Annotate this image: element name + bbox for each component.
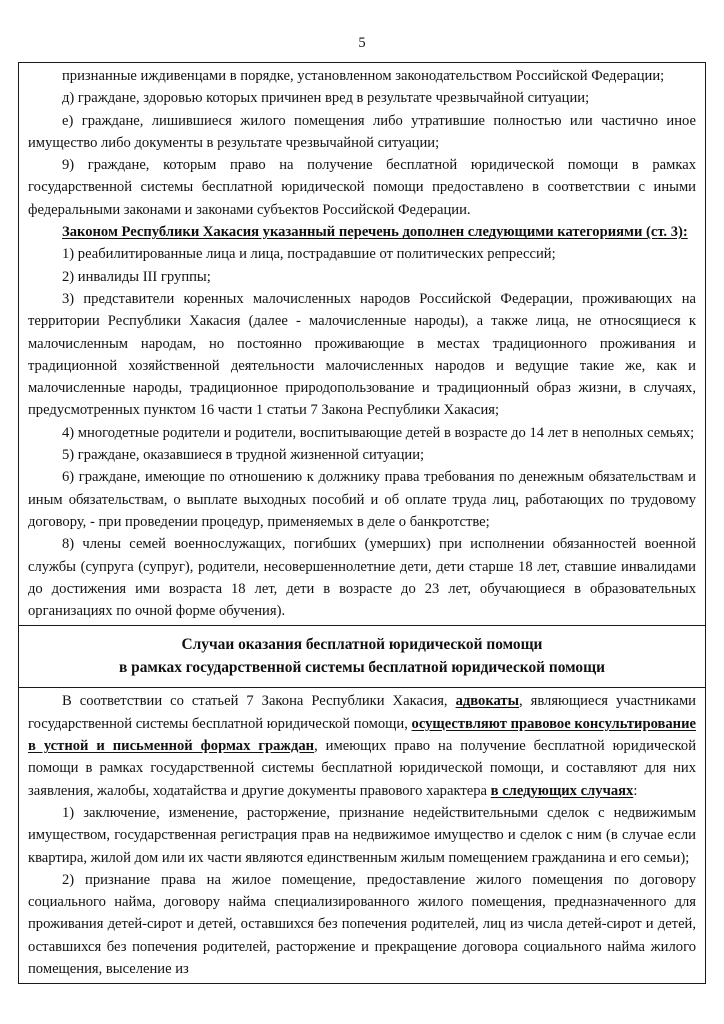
page-number: 5 — [358, 35, 366, 51]
para-item-5-hardship: 5) граждане, оказавшиеся в трудной жизненной ситуации; — [62, 447, 425, 464]
cell-section-heading — [19, 625, 705, 687]
para-item-6-creditors: 6) граждане, имеющие по отношению к должнику права требования по денежным обязательствам и иным обязательствам, о выплате выходных пособий и об оплате труда лиц, работающих по трудовому договору, - при проведении процедур, применяемых в деле о банкротстве; — [28, 469, 696, 530]
text-run-6: : — [633, 782, 638, 799]
text-run-2: , являющиеся участниками государственной системы бесплатной юридической помощи, — [28, 693, 696, 732]
document-table — [18, 62, 706, 984]
para-case-1-realestate: 1) заключение, изменение, расторжение, признание недействительными сделок с недвижимым имуществом, государственная регистрация прав на недвижимое имущество и сделок с ним (в случае если квартира, жилой дом или их части являются единственным жилым помещением гражданина и его семьи); — [28, 804, 696, 866]
section-heading-line-2: в рамках государственной системы бесплатной юридической помощи — [119, 659, 605, 677]
para-case-2-housing: 2) признание права на жилое помещение, предоставление жилого помещения по договору социального найма, договору найма специализированного жилого помещения, предназначенного для проживания детей-сирот и детей, оставшихся без попечения родителей, лиц из числа детей-сирот и детей, оставшихся без попечения родителей, расторжение и прекращение договора социального найма жилого помещения, выселение из — [28, 871, 696, 977]
emphasis-run-5: в следующих случаях — [490, 782, 634, 799]
para-item-8-military-families: 8) члены семей военнослужащих, погибших (умерших) при исполнении обязанностей военной службы (супруга (супруг), родители, несовершеннолетние дети, дети старше 18 лет, ставшие инвалидами до достижения ими возраста 18 лет, дети в возрасте до 23 лет, обучающиеся в образовательных организациях по очной форме обучения). — [28, 536, 696, 620]
para-item-e: е) граждане, лишившиеся жилого помещения либо утратившие полностью или частично иное имущество либо документы в результате чрезвычайной ситуации; — [28, 112, 696, 151]
text-run-0: В соответствии со статьей 7 Закона Республики Хакасия, — [62, 693, 456, 710]
para-khakasia-law-note: Законом Республики Хакасия указанный перечень дополнен следующими категориями (ст. 3): — [62, 224, 688, 241]
text-run-4: , имеющих право на получение бесплатной юридической помощи в рамках государственной системы бесплатной юридической помощи, и составляют для них заявления, жалобы, ходатайства и другие документы правового характера — [28, 738, 696, 799]
para-item-9: 9) граждане, которым право на получение бесплатной юридической помощи в рамках государственной системы бесплатной юридической помощи предоставлено в соответствии с иными федеральными законами и законами субъектов Российской Федерации. — [28, 157, 696, 218]
emphasis-run-1: адвокаты — [455, 693, 519, 710]
para-item-2-disabled: 2) инвалиды III группы; — [62, 268, 211, 285]
para-advocates-intro — [28, 690, 696, 801]
cell-categories-federal — [19, 63, 705, 625]
section-heading-line-1: Случаи оказания бесплатной юридической помощи — [181, 636, 543, 654]
para-item-1-rehabilitated: 1) реабилитированные лица и лица, пострадавшие от политических репрессий; — [62, 246, 556, 263]
para-dependents: признанные иждивенцами в порядке, установленном законодательством Российской Федерации; — [62, 68, 665, 84]
cell-cases-body — [19, 687, 705, 983]
section-heading — [28, 633, 696, 679]
para-item-d: д) граждане, здоровью которых причинен вред в результате чрезвычайной ситуации; — [62, 90, 590, 107]
para-item-4-large-families: 4) многодетные родители и родители, воспитывающие детей в возрасте до 14 лет в неполных семьях; — [62, 424, 695, 441]
emphasis-run-3: осуществляют правовое консультирование в устной и письменной формах граждан — [28, 715, 696, 755]
para-item-3-indigenous: 3) представители коренных малочисленных народов Российской Федерации, проживающих на территории Республики Хакасия (далее - малочисленные народы), а также лица, не относящиеся к малочисленным народам, но постоянно проживающие в местах традиционного проживания и традиционной хозяйственной деятельности малочисленных народов и ведущие такие же, как и малочисленные народы, традиционное природопользование и традиционный образ жизни, в случаях, предусмотренных пунктом 16 части 1 статьи 7 Закона Республики Хакасия; — [28, 290, 696, 419]
